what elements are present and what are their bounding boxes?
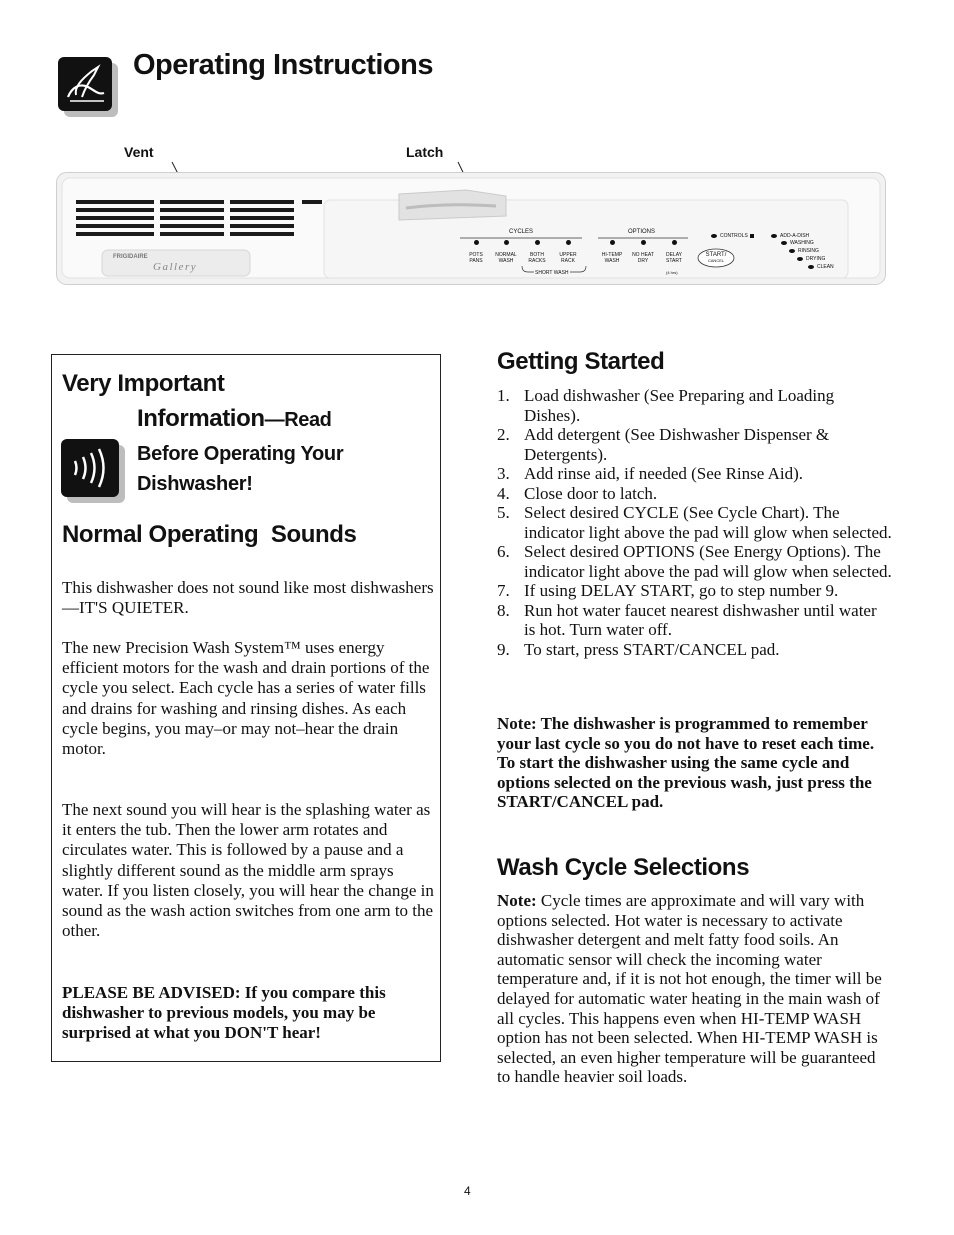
cycle-button-both-racks[interactable]	[526, 240, 548, 264]
indicator-light	[808, 265, 814, 269]
list-item	[497, 503, 892, 542]
button-label: RACKS	[528, 258, 546, 264]
vent-callout: Vent	[124, 144, 154, 160]
wash-cycle-text	[497, 891, 892, 1087]
button-label: DRY	[637, 258, 649, 264]
list-item	[497, 640, 892, 660]
information-heading	[137, 405, 332, 433]
status-label: RINSING	[798, 248, 819, 254]
status-label: DRYING	[806, 256, 826, 262]
list-item	[497, 542, 892, 581]
step-text: If using DELAY START, go to step number 9.	[524, 581, 839, 600]
step-text: To start, press START/CANCEL pad.	[524, 639, 780, 659]
read-word: —Read	[264, 409, 332, 431]
wash-cycle-body: Cycle times are approximate and will vary with options selected. Hot water is necessary to activate dishwasher detergent and melt fatty food soils. An automatic sensor will check the incoming water temperature and, if it is not hot enough, the timer will be delayed for automatic water heating in the main wash of all cycles. This happens even when HI-TEMP WASH option has not been selected. When HI-TEMP WASH is selected, an even higher temperature will be guaranteed to handle heavier soil loads.	[497, 891, 882, 1087]
controls-lock-indicator	[711, 233, 754, 239]
button-label: RACK	[561, 258, 575, 264]
step-number: 3.	[497, 464, 510, 483]
step-text: Add detergent (See Dishwasher Dispenser & Detergents).	[524, 425, 830, 464]
brand-gallery: Gallery	[153, 261, 198, 273]
step-text: Run hot water faucet nearest dishwasher until water is hot. Turn water off.	[524, 600, 877, 639]
information-word: Information	[137, 405, 265, 432]
delay-hours-label: (4 hrs)	[666, 270, 678, 275]
step-number: 5.	[497, 503, 510, 522]
indicator-light	[641, 240, 646, 245]
cycle-button-upper-rack[interactable]	[556, 240, 580, 264]
note-label: Note:	[497, 891, 537, 910]
status-add-a-dish	[771, 233, 809, 239]
button-label: BOTH	[530, 252, 544, 258]
button-label: CANCEL	[707, 258, 725, 263]
button-label: START	[666, 258, 682, 264]
status-rinsing	[789, 248, 819, 254]
status-drying	[797, 256, 825, 262]
button-label: POTS	[469, 252, 483, 258]
indicator-light	[789, 249, 795, 253]
indicator-light	[504, 240, 509, 245]
status-washing	[781, 240, 814, 246]
option-button-delay-start[interactable]	[662, 240, 686, 264]
button-label: DELAY	[665, 252, 683, 258]
status-label: ADD-A-DISH	[780, 233, 810, 239]
option-button-no-heat-dry[interactable]	[629, 240, 657, 264]
step-text: Load dishwasher (See Preparing and Loading Dishes).	[524, 386, 835, 425]
before-operating-subheading: Before Operating Your Dishwasher!	[137, 443, 344, 495]
indicator-light	[566, 240, 571, 245]
button-label: UPPER	[559, 252, 577, 258]
getting-started-heading: Getting Started	[497, 348, 665, 375]
step-number: 2.	[497, 425, 510, 444]
brand-frigidaire: FRIGIDAIRE	[113, 254, 148, 260]
step-text: Select desired CYCLE (See Cycle Chart). The indicator light above the pad will glow when selected.	[524, 503, 892, 542]
status-label: WASHING	[790, 240, 814, 246]
list-item	[497, 386, 892, 425]
indicator-light	[771, 234, 777, 238]
button-label: START/	[705, 252, 727, 258]
button-label: WASH	[498, 258, 514, 264]
step-number: 4.	[497, 483, 510, 503]
button-label: NORMAL	[495, 252, 517, 258]
list-item	[497, 581, 892, 601]
button-label: HI-TEMP	[601, 252, 623, 258]
status-label: CLEAN	[817, 264, 834, 270]
paragraph-precision-wash: The new Precision Wash System™ uses energy efficient motors for the wash and drain portions of the cycle you select. Each cycle has a series of water fills and drains for washing and rinsing dishes. As each cycle begins, you may–or may not–hear the drain motor.	[62, 638, 430, 759]
step-number: 1.	[497, 386, 510, 405]
latch-callout: Latch	[406, 144, 444, 160]
very-important-heading: Very Important	[62, 370, 225, 397]
paragraph-next-sound: The next sound you will hear is the splashing water as it enters the tub. Then the lower arm rotates and circulates water. This is followed by a pause and a slightly different sound as the middle arm sprays water. If you listen closely, you will hear the change in sound as the wash action switches from one arm to the other.	[62, 800, 434, 941]
step-text: Select desired OPTIONS (See Energy Options). The indicator light above the pad will glow when selected.	[524, 542, 892, 581]
step-number: 9.	[497, 639, 510, 659]
lock-icon	[750, 234, 754, 238]
list-item	[497, 484, 892, 504]
options-label: OPTIONS	[628, 229, 656, 235]
step-text: Close door to latch.	[524, 483, 658, 503]
list-item	[497, 425, 892, 464]
indicator-light	[474, 240, 479, 245]
getting-started-note: Note: The dishwasher is programmed to remember your last cycle so you do not have to reset each time. To start the dishwasher using the same cycle and options selected on the previous wash, just press the START/CANCEL pad.	[497, 714, 875, 812]
button-label: WASH	[604, 258, 620, 264]
cycle-button-normal-wash[interactable]	[492, 240, 520, 264]
sound-waves-icon	[61, 439, 125, 503]
start-cancel-button[interactable]	[700, 252, 732, 263]
paragraph-quieter: This dishwasher does not sound like most dishwashers—IT'S QUIETER.	[62, 578, 434, 618]
indicator-light	[610, 240, 615, 245]
cycles-label: CYCLES	[509, 229, 534, 235]
button-label: PANS	[469, 258, 483, 264]
page-number: 4	[464, 1184, 471, 1198]
step-number: 7.	[497, 581, 510, 600]
option-button-hi-temp-wash[interactable]	[599, 240, 625, 264]
list-item	[497, 601, 892, 640]
step-number: 6.	[497, 542, 510, 561]
step-text: Add rinse aid, if needed (See Rinse Aid).	[524, 464, 804, 483]
wash-cycle-selections-heading: Wash Cycle Selections	[497, 854, 750, 881]
button-label: NO HEAT	[632, 252, 654, 258]
getting-started-steps	[497, 386, 892, 659]
list-item	[497, 464, 892, 484]
indicator-light	[797, 257, 803, 261]
indicator-light	[711, 234, 717, 238]
indicator-light	[781, 241, 787, 245]
page-title: Operating Instructions	[133, 49, 433, 81]
status-label: CONTROLS	[720, 233, 748, 239]
indicator-light	[672, 240, 677, 245]
step-number: 8.	[497, 600, 510, 620]
normal-operating-sounds-heading: Normal Operating Sounds	[62, 521, 357, 548]
short-wash-label: SHORT WASH	[535, 270, 569, 276]
cycle-button-pots-pans[interactable]	[466, 240, 486, 264]
status-clean	[808, 264, 834, 270]
paragraph-advised: PLEASE BE ADVISED: If you compare this dishwasher to previous models, you may be surprised at what you DON'T hear!	[62, 983, 386, 1043]
indicator-light	[535, 240, 540, 245]
